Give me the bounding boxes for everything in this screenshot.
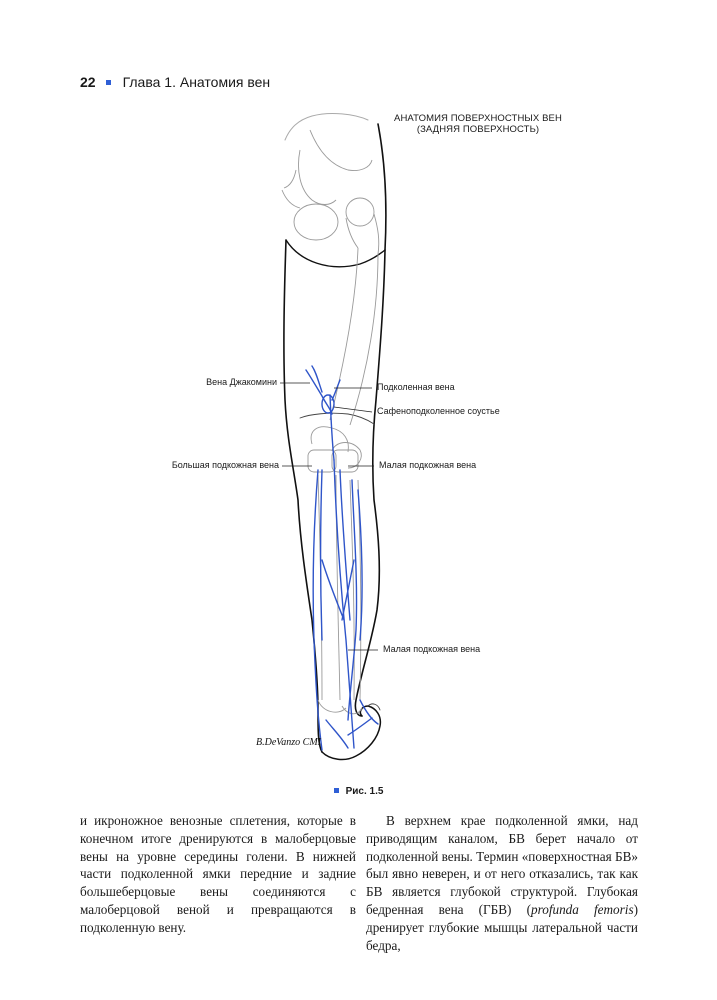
left-column-text: и икроножное венозные сплетения, которые в конечном итоге дренируются в малоберцовые вены на уровне середины голени. В нижней части подколенной ямки передние и задние большеберцовые вены соединяются с малоберцовой веной и превращаются в подколенную вену. (80, 813, 356, 935)
figure-title-line2: (ЗАДНЯЯ ПОВЕРХНОСТЬ) (416, 124, 540, 135)
right-text-italic: profunda femoris (530, 901, 634, 917)
bullet-square-icon (334, 788, 339, 793)
label-popliteal-vein: Подколенная вена (377, 382, 455, 392)
label-saphenopopliteal-junction: Сафеноподколенное соустье (377, 406, 500, 416)
caption-text: Рис. 1.5 (345, 786, 384, 797)
label-giacomini-vein: Вена Джакомини (206, 377, 277, 387)
right-text-part2: ) дренирует глубокие мышцы латеральной части бедра, (366, 901, 638, 953)
label-great-saphenous-vein: Большая подкожная вена (171, 460, 279, 470)
figure-caption (0, 786, 717, 797)
label-small-saphenous-vein-upper: Малая подкожная вена (379, 460, 477, 470)
page-number: 22 (80, 74, 96, 90)
chapter-title: Глава 1. Анатомия вен (122, 74, 271, 90)
right-column-text (366, 812, 638, 954)
figure-title-line1: АНАТОМИЯ ПОВЕРХНОСТНЫХ ВЕН (394, 113, 562, 124)
label-small-saphenous-vein-lower: Малая подкожная вена (383, 644, 481, 654)
artist-signature: B.DeVanzo CMI (256, 737, 321, 748)
right-text-part1: В верхнем крае подколенной ямки, над приводящим каналом, БВ берет начало от подколенной вены. Термин «поверхностная БВ» был явно неверен, и от него отказались, так как БВ является глубокой структурой. Глубокая бедренная вена (ГБВ) ( (366, 813, 638, 917)
